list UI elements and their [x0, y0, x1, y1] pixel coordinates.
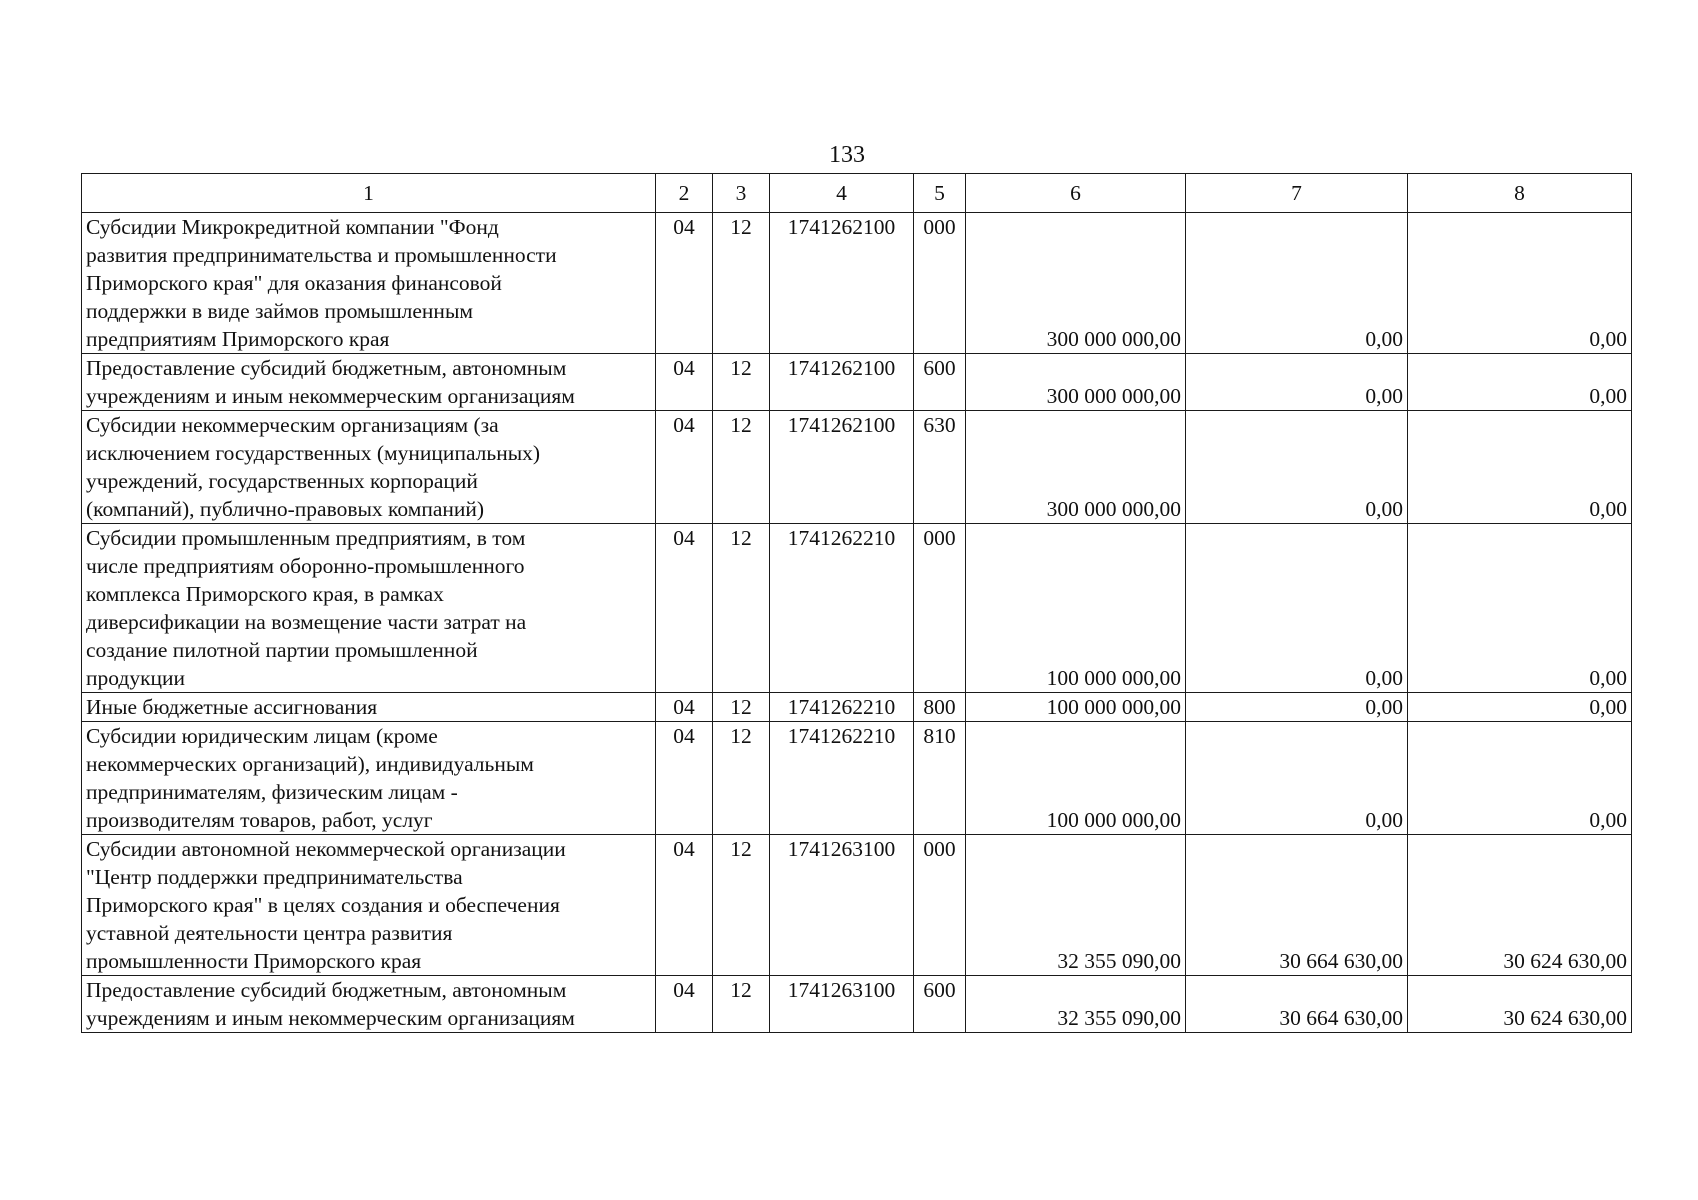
section-code: 04 [656, 722, 713, 835]
row-name: Субсидии промышленным предприятиям, в том числе предприятиям оборонно-промышленного комплекса Приморского края, в рамках диверсификации на возмещение части затрат на создание пилотной партии промышленной продукции [82, 524, 656, 693]
column-header: 4 [770, 174, 914, 213]
table-row [82, 835, 1632, 976]
expense-type-code: 600 [914, 976, 966, 1033]
column-header: 7 [1186, 174, 1408, 213]
amount-col7: 0,00 [1186, 354, 1408, 411]
section-code: 04 [656, 693, 713, 722]
amount-col8: 0,00 [1408, 354, 1632, 411]
column-header: 3 [713, 174, 770, 213]
subsection-code: 12 [713, 976, 770, 1033]
target-article-code: 1741262210 [770, 693, 914, 722]
column-header: 6 [966, 174, 1186, 213]
amount-col6: 32 355 090,00 [966, 835, 1186, 976]
row-name: Субсидии некоммерческим организациям (за исключением государственных (муниципальных) учреждений, государственных корпораций (компаний), публично-правовых компаний) [82, 411, 656, 524]
expense-type-code: 000 [914, 835, 966, 976]
amount-col6: 100 000 000,00 [966, 722, 1186, 835]
amount-col7: 0,00 [1186, 524, 1408, 693]
row-name: Субсидии Микрокредитной компании "Фонд развития предпринимательства и промышленности Приморского края" для оказания финансовой поддержки в виде займов промышленным предприятиям Приморского края [82, 213, 656, 354]
amount-col8: 0,00 [1408, 722, 1632, 835]
expense-type-code: 000 [914, 213, 966, 354]
table-row [82, 213, 1632, 354]
table-row [82, 722, 1632, 835]
column-header: 8 [1408, 174, 1632, 213]
amount-col7: 0,00 [1186, 411, 1408, 524]
section-code: 04 [656, 976, 713, 1033]
table-header-row [82, 174, 1632, 213]
row-name: Предоставление субсидий бюджетным, автономным учреждениям и иным некоммерческим организациям [82, 976, 656, 1033]
page-number: 133 [829, 142, 865, 168]
amount-col6: 100 000 000,00 [966, 693, 1186, 722]
row-name: Субсидии автономной некоммерческой организации "Центр поддержки предпринимательства Приморского края" в целях создания и обеспечения уставной деятельности центра развития промышленности Приморского края [82, 835, 656, 976]
amount-col6: 300 000 000,00 [966, 213, 1186, 354]
subsection-code: 12 [713, 693, 770, 722]
amount-col6: 300 000 000,00 [966, 354, 1186, 411]
subsection-code: 12 [713, 835, 770, 976]
amount-col8: 0,00 [1408, 213, 1632, 354]
table-row [82, 411, 1632, 524]
target-article-code: 1741262210 [770, 722, 914, 835]
expense-type-code: 600 [914, 354, 966, 411]
table-row [82, 354, 1632, 411]
target-article-code: 1741262100 [770, 411, 914, 524]
amount-col7: 0,00 [1186, 693, 1408, 722]
subsection-code: 12 [713, 354, 770, 411]
section-code: 04 [656, 524, 713, 693]
amount-col8: 30 624 630,00 [1408, 976, 1632, 1033]
subsection-code: 12 [713, 213, 770, 354]
amount-col8: 0,00 [1408, 693, 1632, 722]
row-name: Субсидии юридическим лицам (кроме некоммерческих организаций), индивидуальным предпринимателям, физическим лицам - производителям товаров, работ, услуг [82, 722, 656, 835]
expense-type-code: 800 [914, 693, 966, 722]
table-row [82, 693, 1632, 722]
row-name: Иные бюджетные ассигнования [82, 693, 656, 722]
section-code: 04 [656, 354, 713, 411]
column-header: 5 [914, 174, 966, 213]
budget-table [81, 173, 1632, 1033]
amount-col8: 0,00 [1408, 411, 1632, 524]
row-name: Предоставление субсидий бюджетным, автономным учреждениям и иным некоммерческим организациям [82, 354, 656, 411]
section-code: 04 [656, 213, 713, 354]
subsection-code: 12 [713, 524, 770, 693]
amount-col7: 30 664 630,00 [1186, 835, 1408, 976]
amount-col7: 0,00 [1186, 722, 1408, 835]
amount-col8: 0,00 [1408, 524, 1632, 693]
amount-col8: 30 624 630,00 [1408, 835, 1632, 976]
expense-type-code: 000 [914, 524, 966, 693]
section-code: 04 [656, 835, 713, 976]
column-header: 2 [656, 174, 713, 213]
amount-col6: 32 355 090,00 [966, 976, 1186, 1033]
amount-col6: 100 000 000,00 [966, 524, 1186, 693]
target-article-code: 1741262100 [770, 213, 914, 354]
section-code: 04 [656, 411, 713, 524]
target-article-code: 1741262210 [770, 524, 914, 693]
target-article-code: 1741262100 [770, 354, 914, 411]
expense-type-code: 810 [914, 722, 966, 835]
amount-col7: 0,00 [1186, 213, 1408, 354]
expense-type-code: 630 [914, 411, 966, 524]
target-article-code: 1741263100 [770, 835, 914, 976]
table-row [82, 524, 1632, 693]
column-header: 1 [82, 174, 656, 213]
table-row [82, 976, 1632, 1033]
target-article-code: 1741263100 [770, 976, 914, 1033]
subsection-code: 12 [713, 411, 770, 524]
amount-col7: 30 664 630,00 [1186, 976, 1408, 1033]
subsection-code: 12 [713, 722, 770, 835]
amount-col6: 300 000 000,00 [966, 411, 1186, 524]
